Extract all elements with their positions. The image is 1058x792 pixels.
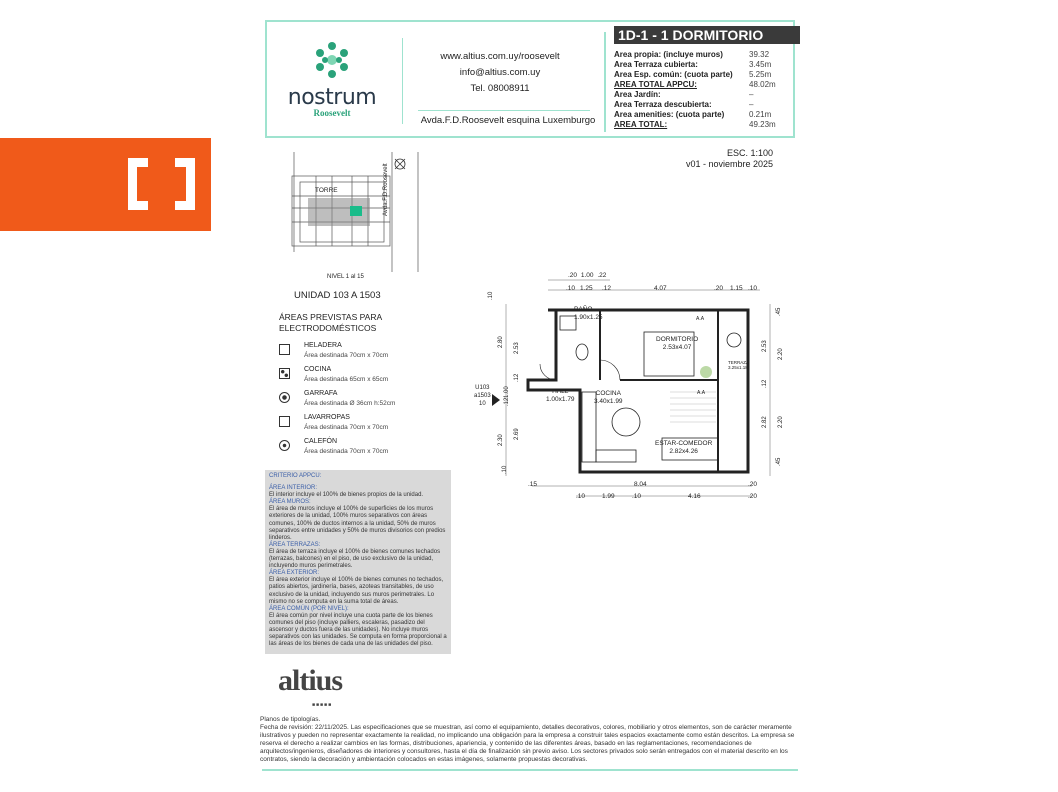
divider: [262, 769, 798, 771]
area-label: Area Esp. común: (cuota parte): [614, 70, 733, 79]
room-name: HALL: [552, 388, 569, 395]
ac-label: A.A: [697, 390, 706, 396]
room-name: DORMITORIO: [656, 336, 699, 343]
room-label-hall: [546, 388, 575, 404]
dim: 8.04: [634, 481, 647, 488]
area-row: [614, 110, 792, 120]
area-label: Area propia: (incluye muros): [614, 50, 723, 59]
flower-logo-icon: [312, 40, 352, 80]
area-row: [614, 120, 792, 130]
criterio-heading: ÁREA TERRAZAS:: [269, 541, 321, 548]
brand-badge: [0, 138, 211, 231]
room-dims: 1.90x1.25: [574, 314, 603, 321]
dim: 1.00: [504, 386, 510, 398]
email-link[interactable]: info@altius.com.uy: [459, 67, 541, 78]
disclaimer-text: Planos de tipologías. Fecha de revisión: 22/11/2025. Las especificaciones que se muestran, así como el equipamiento, detalles decorativos, colores, mobiliario y otros elementos, son de carácter meramente ilustrativos y pueden no representar exactamente la realidad, no implicando una obligación para la empresa a construir tales espacios exactamente como están descritos. La empresa se reserva el derecho a realizar cambios en las formas, distribuciones, apariencia, y contenido de las diferentes áreas, basado en las reglamentaciones, recomendaciones de arquitectos/ingenieros, diseñadores de interiores y consultores, hasta el día de finalización sin previo aviso. Los sectores privados solo serán entregados con el material descrito en los contratos, siendo la decoración y ambientación colocados en estas imágenes, solamente propuestas decorativas.: [260, 716, 795, 763]
gas-tank-icon: [279, 392, 290, 403]
dim: .12: [602, 285, 612, 292]
dim: 2.20: [778, 348, 784, 360]
dim: .20: [568, 272, 578, 279]
dim: 4.07: [654, 285, 667, 292]
area-value: –: [749, 90, 754, 99]
dim: 1.99: [602, 493, 615, 500]
area-row: [614, 60, 792, 70]
area-value: 3.45m: [749, 60, 772, 69]
area-row: [614, 90, 792, 100]
divider: [604, 32, 606, 132]
stove-icon: [279, 368, 290, 379]
version-text: v01 - noviembre 2025: [685, 159, 773, 169]
unit-title: 1D-1 - 1 DORMITORIO: [614, 26, 800, 44]
dim: 2.80: [498, 336, 504, 348]
dim: .22: [597, 272, 607, 279]
room-name: ESTAR-COMEDOR: [655, 440, 713, 447]
room-label-bano: [574, 306, 603, 322]
unit-ref-line: 10: [479, 401, 486, 407]
dim: .45: [776, 457, 782, 466]
criterio-heading: ÁREA INTERIOR:: [269, 485, 318, 492]
room-name: BAÑO: [574, 306, 593, 313]
dim: .12: [762, 379, 768, 388]
appliance-name: GARRAFA: [304, 390, 338, 397]
criterio-text: El área de terraza incluye el 100% de bienes comunes techados (terrazas, balcones) en el piso, de uso exclusivo de la unidad, incluyendo muros perimetrales.: [269, 548, 441, 570]
dim: .10: [748, 285, 758, 292]
criterio-text: El área común por nivel incluye una cuota parte de los bienes comunes del piso (incluye palliers, escaleras, pasadizo del ascensor y ductos fuera de las unidades). No incluye muros separativos con las unidades. Se computa en forma proporcional a las áreas de los bienes de cada una de las unidades del piso.: [269, 612, 447, 648]
room-name: COCINA: [595, 390, 621, 397]
area-label: Area Terraza descubierta:: [614, 100, 712, 109]
dim: 2.20: [778, 416, 784, 428]
ac-label: A.A: [696, 316, 705, 322]
room-dims: 1.00x1.79: [546, 396, 575, 403]
altius-logo: altius: [278, 664, 343, 697]
area-label: Area Jardín:: [614, 90, 661, 99]
bracket-right-icon: [175, 158, 195, 210]
appliance-name: CALEFÓN: [304, 438, 338, 445]
divider: [418, 110, 590, 111]
dim: .10: [576, 493, 586, 500]
room-label-estar: [655, 440, 712, 456]
dim: 1.00: [580, 272, 594, 279]
dim: .20: [714, 285, 724, 292]
unit-ref-line: a1503: [474, 393, 491, 399]
room-label-dormitorio: [656, 336, 698, 352]
area-label: AREA TOTAL APPCU:: [614, 80, 697, 89]
address-text: Avda.F.D.Roosevelt esquina Luxemburgo: [420, 115, 596, 126]
room-dims: 3.40x1.99: [594, 398, 623, 405]
criterio-title: CRITERIO APPCU:: [269, 473, 322, 479]
area-row: [614, 100, 792, 110]
appliance-name: HELADERA: [304, 342, 342, 349]
nostrum-logo: [268, 40, 396, 118]
area-row: [614, 70, 792, 80]
floor-plan: [470, 268, 790, 508]
appliance-desc: Área destinada 70cm x 70cm: [304, 424, 389, 431]
appliance-desc: Área destinada Ø 36cm h:52cm: [304, 400, 396, 407]
dim: 1.25: [580, 285, 593, 292]
dim: .10: [488, 291, 494, 300]
area-value: 39.32: [749, 50, 770, 59]
dim: .10: [566, 285, 576, 292]
dim: .12: [504, 397, 510, 406]
criterio-heading: ÁREA COMÚN (POR NIVEL):: [269, 605, 349, 612]
bracket-left-icon: [128, 158, 148, 210]
area-value: 5.25m: [749, 70, 772, 79]
website-link[interactable]: www.altius.com.uy/roosevelt: [440, 51, 560, 62]
dim: .20: [748, 481, 758, 488]
criterio-text: El área exterior incluye el 100% de bienes comunes no techados, patios abiertos, jardinería, bases, azoteas transitables, de uso exclusivo de la unidad, incluyendo sus muros perimetrales. Lo mismo no se computa en la suma total de áreas.: [269, 577, 444, 605]
area-row: [614, 50, 792, 60]
scale-text: ESC. 1:100: [726, 148, 773, 158]
area-value: –: [749, 100, 754, 109]
criterio-box: [265, 470, 451, 654]
dim: 2.69: [514, 428, 520, 440]
site-plan: [272, 152, 422, 272]
appliances-title: ÁREAS PREVISTAS PARA ELECTRODOMÉSTICOS: [279, 312, 382, 333]
level-label: NIVEL 1 al 15: [327, 274, 364, 280]
washer-icon: [279, 416, 290, 427]
dim: .10: [632, 493, 642, 500]
scale-info: [655, 148, 773, 170]
dim: 2.82: [762, 416, 768, 428]
unidad-range: UNIDAD 103 A 1503: [294, 290, 381, 301]
altius-dots-icon: ■■■■■: [312, 702, 333, 708]
room-dims: 3.25x1.18: [728, 365, 748, 370]
appliance-desc: Área destinada 70cm x 70cm: [304, 352, 389, 359]
unit-ref-line: U103: [475, 385, 490, 391]
appliance-name: COCINA: [304, 366, 332, 373]
fridge-icon: [279, 344, 290, 355]
dim: .12: [514, 373, 520, 382]
area-row: [614, 80, 792, 90]
north-arrow-icon: [395, 159, 405, 169]
area-value: 49.23m: [749, 120, 776, 129]
dim: .45: [776, 307, 782, 316]
area-value: 0.21m: [749, 110, 772, 119]
criterio-text: El interior incluye el 100% de bienes propios de la unidad.: [269, 492, 424, 499]
room-dims: 2.53x4.07: [662, 344, 692, 351]
area-label: AREA TOTAL:: [614, 120, 668, 129]
unit-pointer-icon: [492, 394, 500, 406]
appliance-desc: Área destinada 65cm x 65cm: [304, 376, 389, 383]
dim: 2.53: [762, 340, 768, 352]
appliance-desc: Área destinada 70cm x 70cm: [304, 448, 389, 455]
dim: .10: [502, 465, 508, 474]
tower-label: TORRE: [315, 187, 338, 194]
plant-icon: [700, 366, 712, 378]
criterio-text: El área de muros incluye el 100% de superficies de los muros exteriores de la unidad, 100% muros separativos con áreas comunes, 100% de ductos internos a la unidad, 50% de muros separativos entre unidades y 50% de muros divisorios con predios linderos.: [269, 506, 446, 541]
dim: .20: [748, 493, 758, 500]
room-label-terraza: [728, 360, 749, 370]
appliance-name: LAVARROPAS: [304, 414, 350, 421]
street-label: Avda.F.D.Roosevelt: [383, 163, 389, 216]
phone-text: Tel. 08008911: [470, 83, 530, 94]
logo-word: nostrum: [287, 85, 377, 110]
area-value: 48.02m: [749, 80, 776, 89]
dim: 1.15: [730, 285, 743, 292]
area-label: Area amenities: (cuota parte): [614, 110, 725, 119]
dim: 4.16: [688, 493, 701, 500]
dim: 2.30: [498, 434, 504, 446]
criterio-heading: ÁREA EXTERIOR:: [269, 570, 320, 577]
unit-ref: [474, 384, 491, 408]
dim: .15: [528, 481, 538, 488]
room-dims: 2.82x4.26: [669, 448, 698, 455]
dim-top-1: [568, 272, 606, 279]
dim: 2.53: [514, 342, 520, 354]
logo-sub: Roosevelt: [313, 108, 351, 118]
area-label: Area Terraza cubierta:: [614, 60, 698, 69]
water-heater-icon: [279, 440, 290, 451]
divider: [402, 38, 403, 124]
room-name: TERRAZA: [728, 360, 750, 365]
criterio-heading: ÁREA MUROS:: [269, 499, 311, 506]
room-label-cocina: [594, 390, 623, 406]
